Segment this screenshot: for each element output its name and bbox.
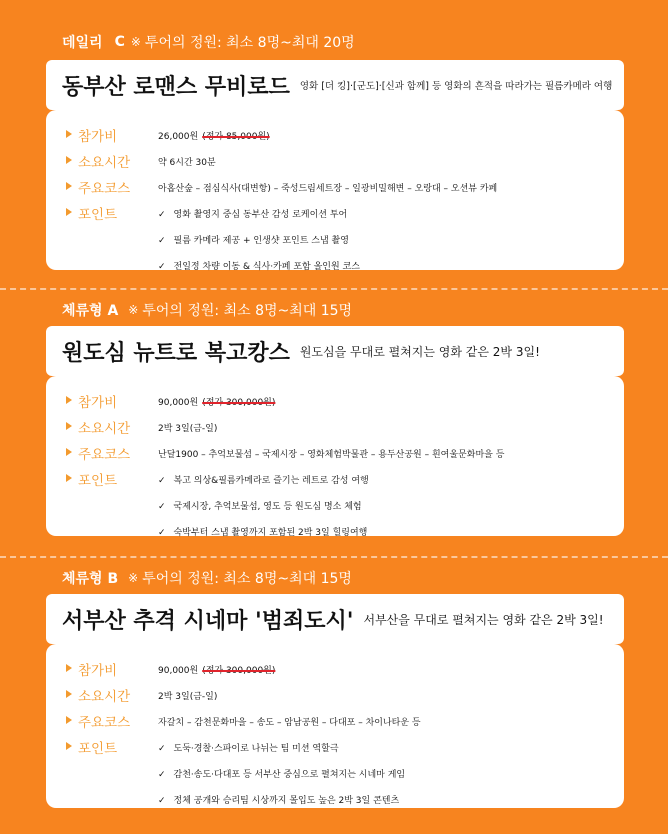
- point-item: ✓ 영화 촬영지 중심 동부산 감성 로케이션 투어: [158, 207, 347, 220]
- triangle-icon: [66, 474, 72, 482]
- section-3-title-box: [46, 594, 624, 644]
- price-value: 90,000원: [158, 397, 199, 408]
- point-row: [46, 518, 624, 544]
- point-item: ✓ 감천·송도·다대포 등 서부산 중심으로 펼쳐지는 시네마 게임: [158, 767, 405, 780]
- point-row: [46, 492, 624, 518]
- point-item: ✓ 국제시장, 추억보물섬, 영도 등 원도심 명소 체험: [158, 499, 362, 512]
- course-row: [46, 440, 624, 466]
- section-2-tag-row: [62, 298, 352, 322]
- price-original: (정가 85,000원): [202, 131, 270, 142]
- course-row: [46, 174, 624, 200]
- price-label: 참가비: [78, 395, 118, 411]
- section-1-subtitle: 영화 [더 킹]·[군도]·[신과 함께] 등 영화의 흔적을 따라가는 필름카메라 여행: [299, 81, 613, 92]
- course-label: 주요코스: [78, 715, 131, 731]
- course-value: 아홉산숲 – 점심식사(대변항) – 죽성드림세트장 – 일광비밀해변 – 오랑대 – 오션뷰 카페: [158, 183, 498, 194]
- section-2-title: 원도심 뉴트로 복고캉스: [62, 340, 290, 366]
- section-1-title: 동부산 로맨스 무비로드: [62, 74, 290, 100]
- price-row: [46, 388, 624, 414]
- triangle-icon: [66, 448, 72, 456]
- duration-label: 소요시간: [78, 421, 131, 437]
- price-row: [46, 656, 624, 682]
- section-3-tag: 체류형 B: [62, 571, 119, 587]
- point-row: [46, 734, 624, 760]
- point-item: ✓ 도둑·경찰·스파이로 나뉘는 팀 미션 역할극: [158, 741, 339, 754]
- triangle-icon: [66, 690, 72, 698]
- triangle-icon: [66, 156, 72, 164]
- duration-label: 소요시간: [78, 689, 131, 705]
- course-label: 주요코스: [78, 447, 131, 463]
- section-divider: [0, 288, 668, 290]
- section-divider: [0, 556, 668, 558]
- section-1-detail-box: [46, 110, 624, 270]
- point-item: ✓ 전일정 차량 이동 & 식사·카페 포함 올인원 코스: [158, 259, 360, 272]
- duration-row: [46, 682, 624, 708]
- triangle-icon: [66, 396, 72, 404]
- price-row: [46, 122, 624, 148]
- section-1-tag: 데일리: [62, 35, 103, 51]
- course-value: 자갈치 – 감천문화마을 – 송도 – 암남공원 – 다대포 – 차이나타운 등: [158, 717, 421, 728]
- course-value: 난달1900 – 추억보물섬 – 국제시장 – 영화체험박물관 – 용두산공원 – 흰여울문화마을 등: [158, 449, 505, 460]
- triangle-icon: [66, 208, 72, 216]
- triangle-icon: [66, 182, 72, 190]
- section-2-detail-box: [46, 376, 624, 536]
- point-row: [46, 226, 624, 252]
- duration-row: [46, 414, 624, 440]
- section-2-capacity: 투어의 정원: 최소 8명~최대 15명: [142, 303, 353, 319]
- point-row: [46, 760, 624, 786]
- duration-value: 2박 3일(금-일): [158, 691, 218, 702]
- section-2-subtitle: 원도심을 무대로 펼쳐지는 영화 같은 2박 3일!: [299, 344, 540, 359]
- section-3-detail-box: [46, 644, 624, 808]
- section-3-title: 서부산 추격 시네마 '범죄도시': [62, 608, 354, 634]
- triangle-icon: [66, 422, 72, 430]
- price-original: (정가 300,000원): [202, 397, 276, 408]
- asterisk-icon: ※: [128, 303, 139, 317]
- section-1-tag-row: [62, 30, 355, 54]
- point-item: ✓ 정체 공개와 승리팀 시상까지 몰입도 높은 2박 3일 콘텐츠: [158, 793, 399, 806]
- price-label: 참가비: [78, 129, 118, 145]
- section-1-badge: C: [114, 34, 125, 50]
- points-label: 포인트: [78, 741, 118, 757]
- price-value: 90,000원: [158, 665, 199, 676]
- section-2-title-box: [46, 326, 624, 376]
- asterisk-icon: ※: [128, 571, 139, 585]
- course-row: [46, 708, 624, 734]
- course-label: 주요코스: [78, 181, 131, 197]
- section-1-capacity: 투어의 정원: 최소 8명~최대 20명: [144, 35, 355, 51]
- point-item: ✓ 숙박부터 스냅 촬영까지 포함된 2박 3일 힐링여행: [158, 525, 367, 538]
- triangle-icon: [66, 130, 72, 138]
- triangle-icon: [66, 716, 72, 724]
- duration-label: 소요시간: [78, 155, 131, 171]
- duration-value: 2박 3일(금-일): [158, 423, 218, 434]
- point-item: ✓ 복고 의상&필름카메라로 즐기는 레트로 감성 여행: [158, 473, 369, 486]
- price-label: 참가비: [78, 663, 118, 679]
- point-item: ✓ 필름 카메라 제공 + 인생샷 포인트 스냅 촬영: [158, 233, 349, 246]
- duration-value: 약 6시간 30분: [158, 157, 216, 168]
- section-3-subtitle: 서부산을 무대로 펼쳐지는 영화 같은 2박 3일!: [363, 612, 604, 627]
- point-row: [46, 252, 624, 278]
- point-row: [46, 200, 624, 226]
- section-1-title-box: [46, 60, 624, 110]
- duration-row: [46, 148, 624, 174]
- point-row: [46, 466, 624, 492]
- points-label: 포인트: [78, 207, 118, 223]
- point-row: [46, 786, 624, 812]
- section-2-tag: 체류형 A: [62, 303, 119, 319]
- section-3-capacity: 투어의 정원: 최소 8명~최대 15명: [142, 571, 352, 587]
- price-original: (정가 300,000원): [202, 665, 276, 676]
- section-3-tag-row: [62, 566, 352, 590]
- asterisk-icon: ※: [130, 35, 141, 49]
- triangle-icon: [66, 742, 72, 750]
- triangle-icon: [66, 664, 72, 672]
- points-label: 포인트: [78, 473, 118, 489]
- price-value: 26,000원: [158, 131, 199, 142]
